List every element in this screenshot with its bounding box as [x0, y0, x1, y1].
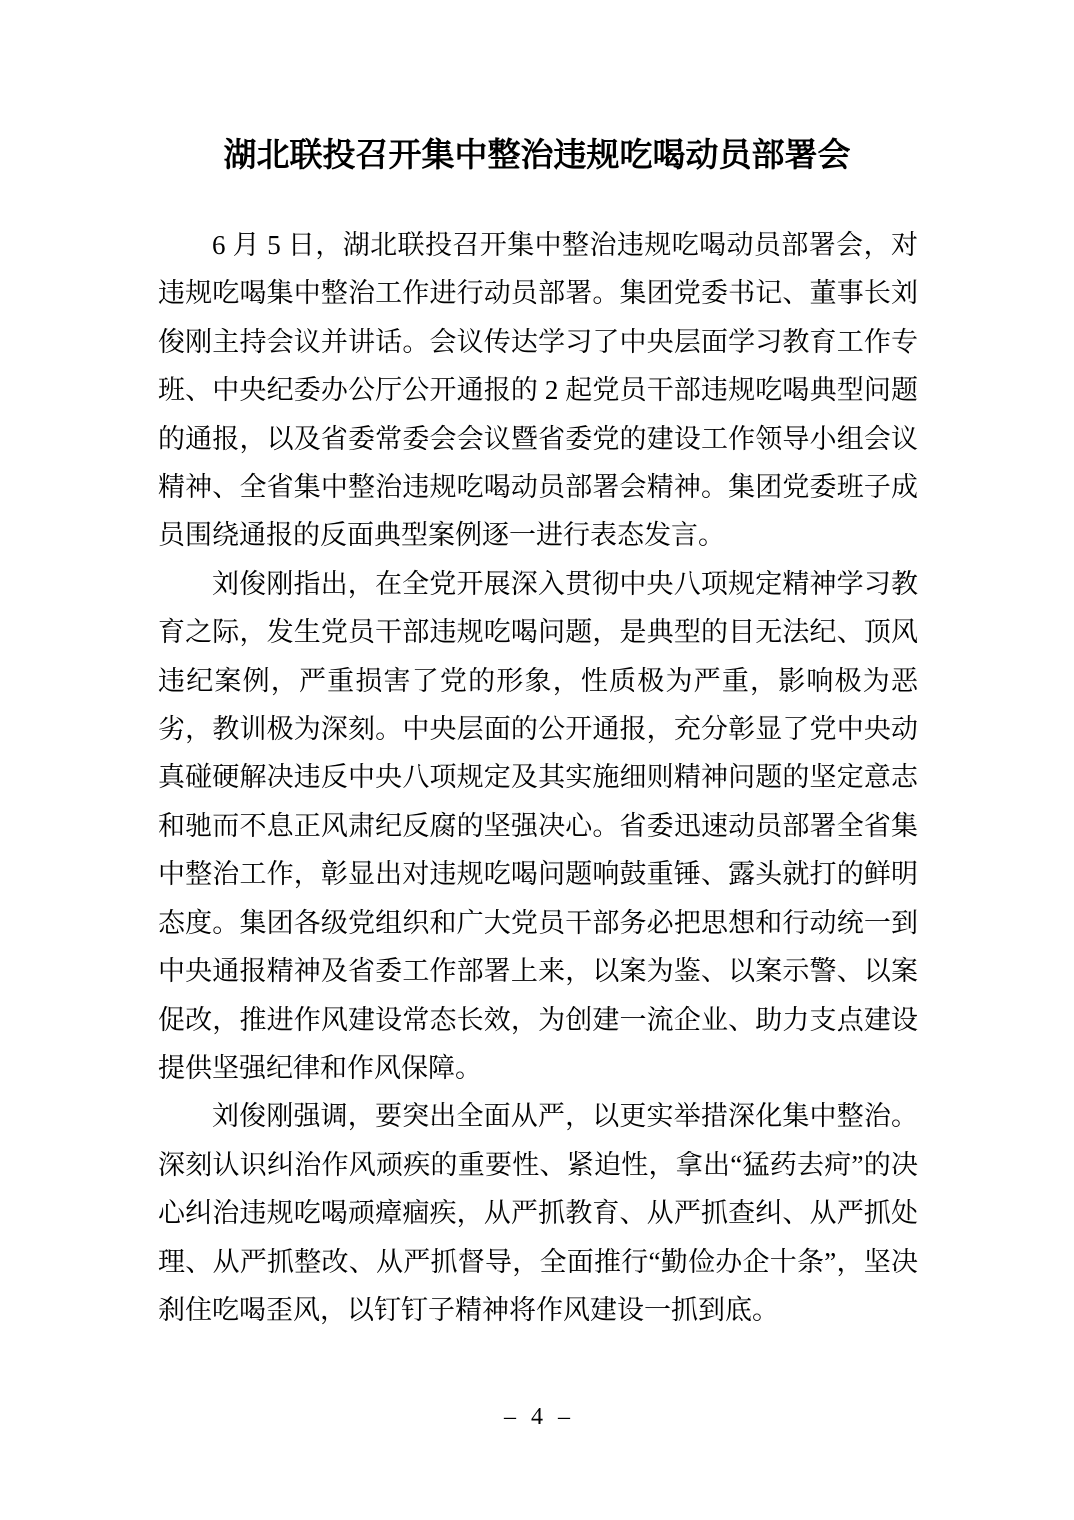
document-body [158, 221, 918, 1334]
page-number: – 4 – [504, 1404, 570, 1430]
body-paragraph: 刘俊刚强调，要突出全面从严，以更实举措深化集中整治。深刻认识纠治作风顽疾的重要性、紧迫性，拿出“猛药去疴”的决心纠治违规吃喝顽瘴痼疾，从严抓教育、从严抓查纠、从严抓处理、从严抓整改、从严抓督导，全面推行“勤俭办企十条”，坚决刹住吃喝歪风，以钉钉子精神将作风建设一抓到底。 [158, 1101, 918, 1325]
body-paragraph: 刘俊刚指出，在全党开展深入贯彻中央八项规定精神学习教育之际，发生党员干部违规吃喝问题，是典型的目无法纪、顶风违纪案例，严重损害了党的形象，性质极为严重，影响极为恶劣，教训极为深刻。中央层面的公开通报，充分彰显了党中央动真碰硬解决违反中央八项规定及其实施细则精神问题的坚定意志和驰而不息正风肃纪反腐的坚强决心。省委迅速动员部署全省集中整治工作，彰显出对违规吃喝问题响鼓重锤、露头就打的鲜明态度。集团各级党组织和广大党员干部务必把思想和行动统一到中央通报精神及省委工作部署上来，以案为鉴、以案示警、以案促改，推进作风建设常态长效，为创建一流企业、助力支点建设提供坚强纪律和作风保障。 [158, 568, 918, 1083]
body-paragraph: 6 月 5 日，湖北联投召开集中整治违规吃喝动员部署会，对违规吃喝集中整治工作进行动员部署。集团党委书记、董事长刘俊刚主持会议并讲话。会议传达学习了中央层面学习教育工作专班、中央纪委办公厅公开通报的 2 起党员干部违规吃喝典型问题的通报，以及省委常委会会议暨省委党的建设工作领导小组会议精神、全省集中整治违规吃喝动员部署会精神。集团党委班子成员围绕通报的反面典型案例逐一进行表态发言。 [158, 230, 918, 551]
document-title: 湖北联投召开集中整治违规吃喝动员部署会 [223, 138, 851, 174]
